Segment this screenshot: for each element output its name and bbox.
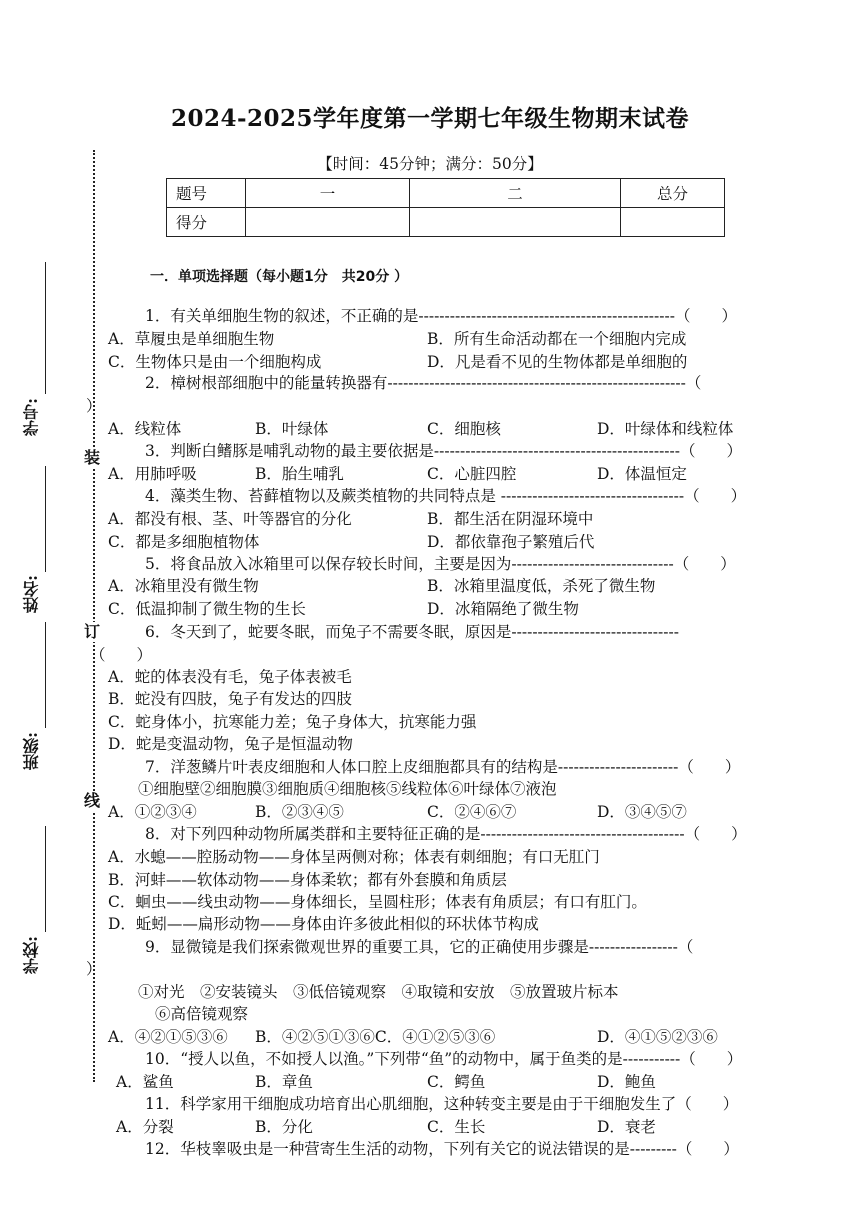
option: B．④②⑤①③⑥C．④①②⑤③⑥: [255, 1028, 496, 1046]
question-stem: 3．判断白鳍豚是哺乳动物的最主要依据是-----------------------------------------------（ ）: [145, 442, 743, 460]
option: A．④②①⑤③⑥: [108, 1028, 228, 1046]
option: B．所有生命活动都在一个细胞内完成: [427, 330, 687, 348]
option: A．用肺呼吸: [108, 465, 197, 483]
option: A．分裂: [116, 1118, 174, 1136]
student-id-line: [45, 262, 46, 394]
question-stem: 11．科学家用干细胞成功培育出心肌细胞，这种转变主要是由于干细胞发生了（ ）: [145, 1095, 739, 1113]
student-id-label: 学号:: [22, 398, 41, 436]
option: A．蛇的体表没有毛，兔子体表被毛: [108, 668, 352, 686]
option: D．冰箱隔绝了微生物: [427, 600, 579, 618]
question-stem: 2．樟树根部细胞中的能量转换器有---------------------------------------------------------（: [145, 374, 702, 392]
score-table-header-row: [167, 179, 725, 208]
score-header-cell: 一: [246, 179, 410, 208]
score-cell: [246, 208, 410, 237]
class-line: [45, 622, 46, 728]
option: D．凡是看不见的生物体都是单细胞的: [427, 353, 688, 371]
option: B．都生活在阴湿环境中: [427, 510, 594, 528]
exam-time-info: 【时间：45分钟；满分：50分】: [317, 155, 543, 173]
score-header-cell: 二: [410, 179, 621, 208]
question-stem: 4．藻类生物、苔藓植物以及蕨类植物的共同特点是 -----------------------------------（ ）: [145, 487, 747, 505]
class-label: 班级:: [22, 732, 41, 770]
option: A．冰箱里没有微生物: [108, 577, 259, 595]
option: D．叶绿体和线粒体: [597, 420, 734, 438]
score-table-row: [167, 208, 725, 237]
question-list: ⑥高倍镜观察: [155, 1005, 249, 1023]
score-cell: [621, 208, 725, 237]
exam-title: 2024-2025学年度第一学期七年级生物期末试卷: [170, 105, 690, 132]
name-line: [45, 466, 46, 572]
option: A．①②③④: [108, 803, 197, 821]
question-list: ①细胞壁②细胞膜③细胞质④细胞核⑤线粒体⑥叶绿体⑦液泡: [138, 780, 557, 798]
answer-bracket: ）: [86, 397, 102, 415]
option: B．②③④⑤: [255, 803, 344, 821]
option: A．鲨鱼: [116, 1073, 174, 1091]
option: A．都没有根、茎、叶等器官的分化: [108, 510, 352, 528]
option: B．冰箱里温度低，杀死了微生物: [427, 577, 656, 595]
score-row-label: 得分: [167, 208, 246, 237]
option: B．分化: [255, 1118, 313, 1136]
question-stem: 12．华枝睾吸虫是一种营寄生生活的动物，下列有关它的说法错误的是---------（ ）: [145, 1140, 739, 1158]
option: B．河蚌——软体动物——身体柔软；都有外套膜和角质层: [108, 871, 507, 889]
option: A．线粒体: [108, 420, 182, 438]
binding-dotted-line: [93, 150, 95, 1082]
option: C．蛔虫——线虫动物——身体细长，呈圆柱形；体表有角质层；有口有肛门。: [108, 893, 647, 911]
score-cell: [410, 208, 621, 237]
option: D．鲍鱼: [597, 1073, 656, 1091]
option: C．②④⑥⑦: [427, 803, 517, 821]
option: A．水螅——腔肠动物——身体呈两侧对称；体表有刺细胞；有口无肛门: [108, 848, 600, 866]
option: D．都依靠孢子繁殖后代: [427, 533, 595, 551]
option: B．叶绿体: [255, 420, 329, 438]
option: D．蚯蚓——扁形动物——身体由许多彼此相似的环状体节构成: [108, 915, 539, 933]
option: B．章鱼: [255, 1073, 313, 1091]
option: C．细胞核: [427, 420, 501, 438]
answer-bracket: （ ）: [90, 646, 153, 664]
question-stem: 8．对下列四种动物所属类群和主要特征正确的是---------------------------------------（ ）: [145, 825, 747, 843]
question-stem: 1．有关单细胞生物的叙述，不正确的是-------------------------------------------------（ ）: [145, 307, 737, 325]
option: C．都是多细胞植物体: [108, 533, 260, 551]
option: B．胎生哺乳: [255, 465, 344, 483]
option: C．蛇身体小，抗寒能力差；兔子身体大，抗寒能力强: [108, 713, 477, 731]
answer-bracket: ）: [86, 960, 102, 978]
option: A．草履虫是单细胞生物: [108, 330, 275, 348]
binding-char: 订: [84, 622, 101, 641]
score-header-cell: 题号: [167, 179, 246, 208]
score-header-cell: 总分: [621, 179, 725, 208]
option: D．④①⑤②③⑥: [597, 1028, 718, 1046]
option: D．衰老: [597, 1118, 656, 1136]
binding-char: 装: [84, 448, 101, 467]
question-list: ①对光 ②安装镜头 ③低倍镜观察 ④取镜和安放 ⑤放置玻片标本: [138, 983, 619, 1001]
option: D．蛇是变温动物，兔子是恒温动物: [108, 735, 353, 753]
option: C．生物体只是由一个细胞构成: [108, 353, 322, 371]
score-table: [166, 178, 725, 237]
option: C．生长: [427, 1118, 486, 1136]
question-stem: 6．冬天到了，蛇要冬眠，而兔子不需要冬眠，原因是--------------------------------: [145, 623, 679, 641]
question-stem: 10．“授人以鱼，不如授人以渔。”下列带“鱼”的动物中，属于鱼类的是-----------（ ）: [145, 1050, 743, 1068]
school-label: 学校:: [22, 936, 41, 974]
option: D．体温恒定: [597, 465, 687, 483]
school-line: [45, 826, 46, 932]
name-label: 姓名:: [22, 575, 41, 613]
option: D．③④⑤⑦: [597, 803, 687, 821]
option: C．低温抑制了微生物的生长: [108, 600, 306, 618]
option: B．蛇没有四肢，兔子有发达的四肢: [108, 690, 352, 708]
question-stem: 7．洋葱鳞片叶表皮细胞和人体口腔上皮细胞都具有的结构是-----------------------（ ）: [145, 758, 741, 776]
question-stem: 9．显微镜是我们探索微观世界的重要工具，它的正确使用步骤是-----------------（: [145, 938, 694, 956]
question-stem: 5．将食品放入冰箱里可以保存较长时间，主要是因为-------------------------------（ ）: [145, 555, 736, 573]
option: C．鳄鱼: [427, 1073, 486, 1091]
option: C．心脏四腔: [427, 465, 517, 483]
binding-char: 线: [84, 791, 101, 810]
section-title: 一．单项选择题（每小题1分 共20分 ）: [150, 269, 409, 285]
